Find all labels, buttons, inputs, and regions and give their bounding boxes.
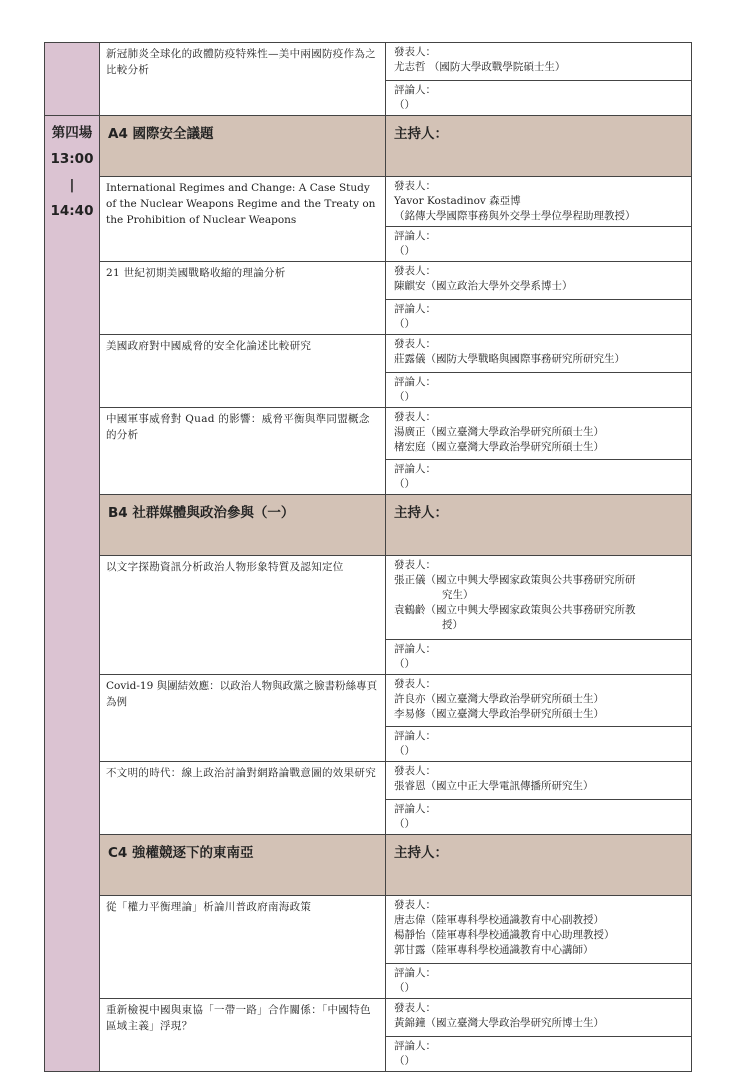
discussant-label: 評論人： xyxy=(394,967,436,979)
presenter-name: 究生） xyxy=(442,589,474,601)
presenter-name: 李易修（國立臺灣大學政治學研究所碩士生） xyxy=(394,708,604,720)
presenter-cell xyxy=(386,177,692,227)
presenter-label: 發表人： xyxy=(394,265,436,277)
session-host-label: 主持人： xyxy=(386,116,692,177)
discussant-cell xyxy=(386,727,692,762)
discussant-cell xyxy=(386,800,692,835)
presenter-name: （銘傳大學國際事務與外交學士學位學程助理教授） xyxy=(394,210,636,222)
presenter-name: 陳麒安（國立政治大學外交學系博士） xyxy=(394,280,573,292)
paper-row-presenter xyxy=(45,408,692,460)
schedule-table xyxy=(44,42,692,1072)
paper-row-presenter xyxy=(45,762,692,800)
presenter-cell xyxy=(386,262,692,300)
discussant-cell xyxy=(386,227,692,262)
prev-time-cell xyxy=(45,43,100,116)
presenter-cell xyxy=(386,408,692,460)
presenter-name: 袁鶴齡（國立中興大學國家政策與公共事務研究所教 xyxy=(394,604,636,616)
session-time-cell xyxy=(45,116,100,1072)
discussant-name: （） xyxy=(394,745,415,757)
schedule-page xyxy=(44,42,691,1072)
session-title: C4 強權競逐下的東南亞 xyxy=(100,835,386,896)
presenter-label: 發表人： xyxy=(394,765,436,777)
session-header-row xyxy=(45,495,692,556)
paper-title: 中國軍事威脅對 Quad 的影響：威脅平衡與準同盟概念的分析 xyxy=(100,408,386,495)
session-title: B4 社群媒體與政治參與（一） xyxy=(100,495,386,556)
presenter-cell xyxy=(386,43,692,81)
discussant-label: 評論人： xyxy=(394,803,436,815)
time-separator: | xyxy=(69,177,75,193)
discussant-name: （） xyxy=(394,818,415,830)
session-title: A4 國際安全議題 xyxy=(100,116,386,177)
presenter-label: 發表人： xyxy=(394,180,436,192)
discussant-name: （） xyxy=(394,478,415,490)
paper-row-presenter xyxy=(45,556,692,640)
presenter-label: 發表人： xyxy=(394,899,436,911)
discussant-name: （） xyxy=(394,391,415,403)
presenter-name: 郭甘露（陸軍專科學校通識教育中心講師） xyxy=(394,944,594,956)
discussant-label: 評論人： xyxy=(394,463,436,475)
presenter-label: 發表人： xyxy=(394,1002,436,1014)
discussant-name: （） xyxy=(394,1055,415,1067)
session-host-label: 主持人： xyxy=(386,835,692,896)
session-number: 第四場 xyxy=(51,125,93,141)
paper-title: 新冠肺炎全球化的政體防疫特殊性—美中兩國防疫作為之比較分析 xyxy=(100,43,386,116)
discussant-cell xyxy=(386,81,692,116)
discussant-cell xyxy=(386,460,692,495)
presenter-cell xyxy=(386,762,692,800)
end-time: 14:40 xyxy=(50,203,94,219)
discussant-cell xyxy=(386,300,692,335)
paper-row-presenter xyxy=(45,262,692,300)
presenter-label: 發表人： xyxy=(394,411,436,423)
discussant-label: 評論人： xyxy=(394,84,436,96)
discussant-label: 評論人： xyxy=(394,376,436,388)
paper-title: 重新檢視中國與東協「一帶一路」合作關係：「中國特色區域主義」浮現？ xyxy=(100,999,386,1072)
presenter-name: 黃錦鐘（國立臺灣大學政治學研究所博士生） xyxy=(394,1017,604,1029)
discussant-cell xyxy=(386,640,692,675)
schedule-body xyxy=(45,43,692,1072)
presenter-cell xyxy=(386,999,692,1037)
presenter-label: 發表人： xyxy=(394,559,436,571)
presenter-name: 張正儀（國立中興大學國家政策與公共事務研究所研 xyxy=(394,574,636,586)
paper-title: 以文字探勘資訊分析政治人物形象特質及認知定位 xyxy=(100,556,386,675)
presenter-name: 莊露儀（國防大學戰略與國際事務研究所研究生） xyxy=(394,353,625,365)
paper-title: 不文明的時代：線上政治討論對網路論戰意圖的效果研究 xyxy=(100,762,386,835)
discussant-label: 評論人： xyxy=(394,1040,436,1052)
presenter-cell xyxy=(386,556,692,640)
paper-row-presenter xyxy=(45,335,692,373)
presenter-name: Yavor Kostadinov 森亞博 xyxy=(394,195,521,207)
presenter-name: 張睿恩（國立中正大學電訊傳播所研究生） xyxy=(394,780,594,792)
discussant-name: （） xyxy=(394,658,415,670)
paper-title: International Regimes and Change: A Case Study of the Nuclear Weapons Regime and the Treaty on the Prohibition of Nuclear Weapons xyxy=(100,177,386,262)
discussant-name: （） xyxy=(394,245,415,257)
presenter-name: 湯廣正（國立臺灣大學政治學研究所碩士生） xyxy=(394,426,604,438)
discussant-label: 評論人： xyxy=(394,303,436,315)
paper-title: 美國政府對中國威脅的安全化論述比較研究 xyxy=(100,335,386,408)
presenter-cell xyxy=(386,335,692,373)
top-paper-row-presenter xyxy=(45,43,692,81)
presenter-name: 許良亦（國立臺灣大學政治學研究所碩士生） xyxy=(394,693,604,705)
paper-title: 從「權力平衡理論」析論川普政府南海政策 xyxy=(100,896,386,999)
discussant-name: （） xyxy=(394,318,415,330)
discussant-cell xyxy=(386,1037,692,1072)
presenter-label: 發表人： xyxy=(394,46,436,58)
session-host-label: 主持人： xyxy=(386,495,692,556)
presenter-name: 授） xyxy=(442,619,463,631)
discussant-cell xyxy=(386,373,692,408)
discussant-name: （） xyxy=(394,982,415,994)
discussant-label: 評論人： xyxy=(394,643,436,655)
presenter-name: 楮宏庭（國立臺灣大學政治學研究所碩士生） xyxy=(394,441,604,453)
presenter-label: 發表人： xyxy=(394,338,436,350)
discussant-name: （） xyxy=(394,99,415,111)
paper-title: 21 世紀初期美國戰略收縮的理論分析 xyxy=(100,262,386,335)
start-time: 13:00 xyxy=(50,151,94,167)
paper-title: Covid-19 與團結效應：以政治人物與政黨之臉書粉絲專頁為例 xyxy=(100,675,386,762)
discussant-label: 評論人： xyxy=(394,230,436,242)
discussant-label: 評論人： xyxy=(394,730,436,742)
discussant-cell xyxy=(386,964,692,999)
presenter-name: 楊靜怡（陸軍專科學校通識教育中心助理教授） xyxy=(394,929,615,941)
session-header-row xyxy=(45,835,692,896)
paper-row-presenter xyxy=(45,896,692,964)
presenter-cell xyxy=(386,675,692,727)
paper-row-presenter xyxy=(45,177,692,227)
paper-row-presenter xyxy=(45,675,692,727)
presenter-name: 尤志哲 （國防大學政戰學院碩士生） xyxy=(394,61,566,73)
paper-row-presenter xyxy=(45,999,692,1037)
presenter-name: 唐志偉（陸軍專科學校通識教育中心副教授） xyxy=(394,914,604,926)
session-header-row xyxy=(45,116,692,177)
presenter-cell xyxy=(386,896,692,964)
presenter-label: 發表人： xyxy=(394,678,436,690)
